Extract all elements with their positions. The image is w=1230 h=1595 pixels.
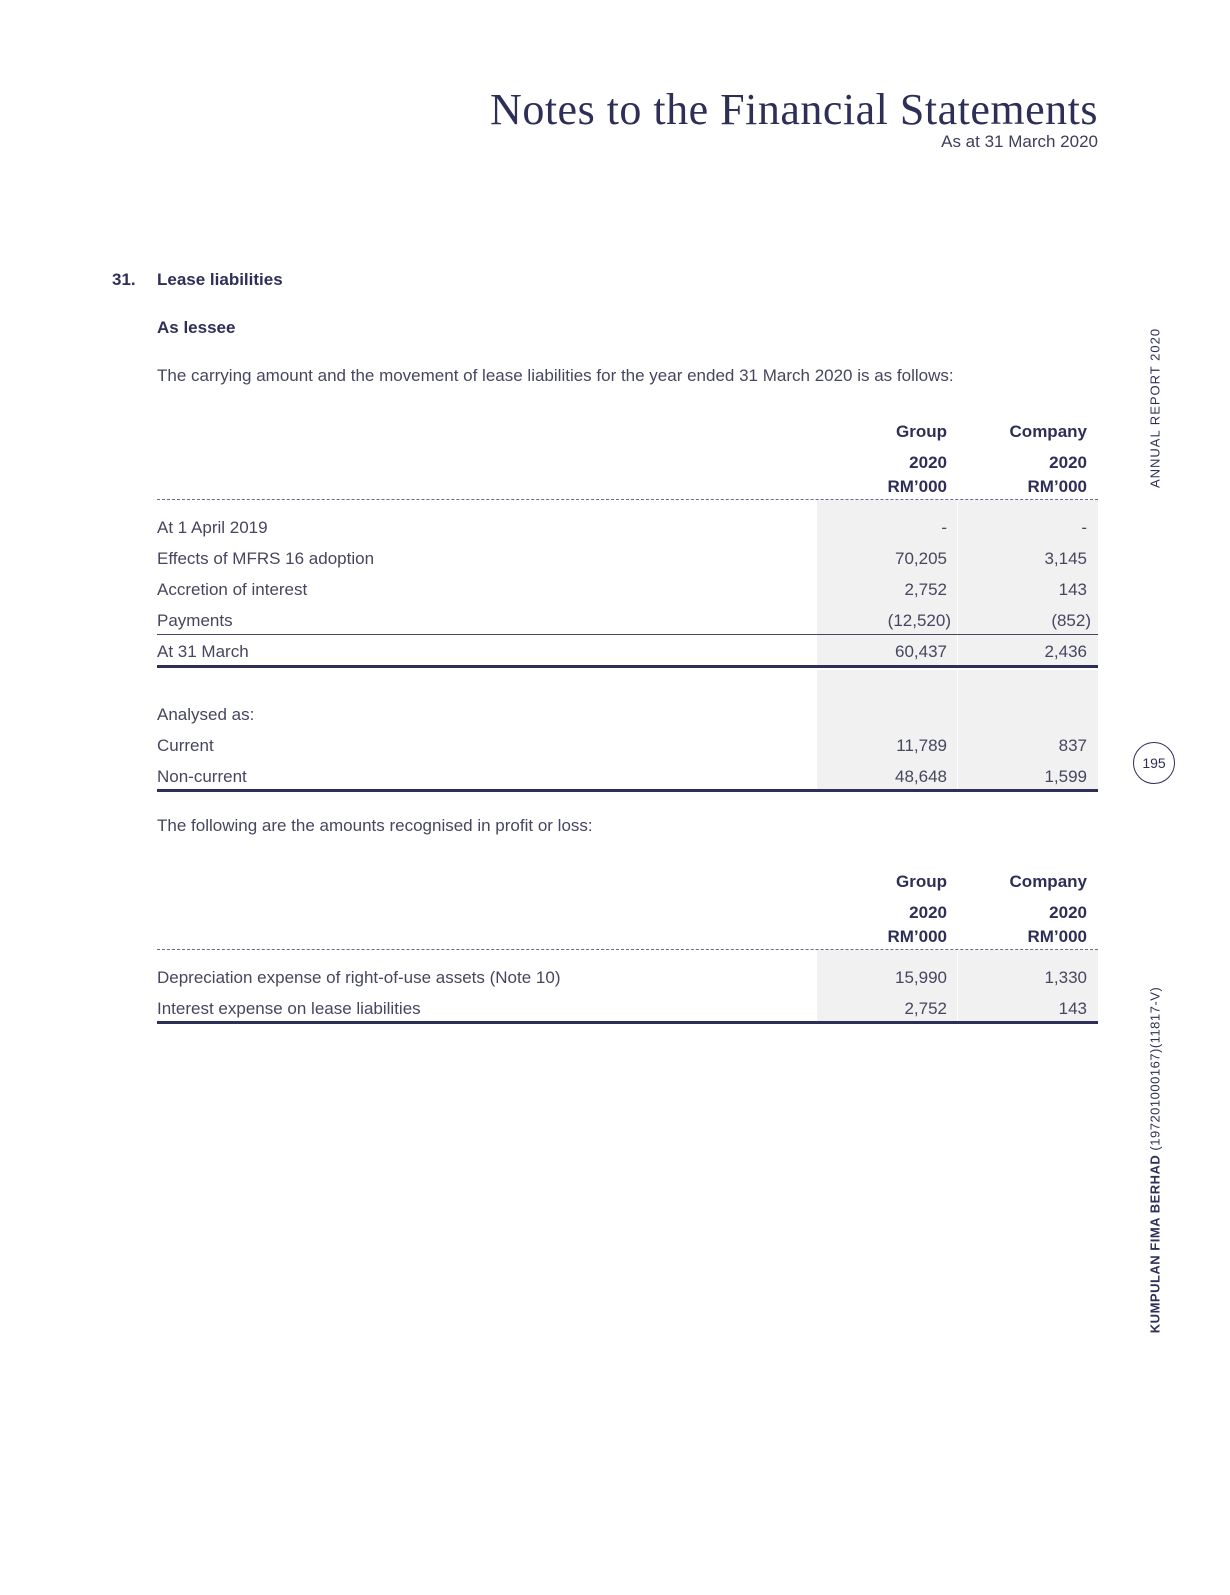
company-year: 2020 [1049, 453, 1087, 472]
company-value: - [1081, 518, 1087, 537]
table-bottom-rule [157, 1021, 1098, 1024]
table-row [157, 544, 1098, 575]
group-value: (12,520) [887, 611, 951, 630]
table-header [157, 872, 1098, 950]
section-subtitle: As lessee [157, 318, 236, 337]
table-row-total [157, 637, 1098, 668]
company-unit: RM’000 [1027, 927, 1087, 946]
profit-loss-intro: The following are the amounts recognised in profit or loss: [157, 816, 593, 835]
company-year: 2020 [1049, 903, 1087, 922]
table-row [157, 731, 1098, 762]
company-header: Company [1009, 422, 1087, 441]
section-number: 31. [112, 270, 136, 289]
row-label: At 31 March [157, 642, 249, 661]
table-row [157, 513, 1098, 544]
group-value: 2,752 [904, 999, 947, 1018]
row-label: Interest expense on lease liabilities [157, 999, 421, 1018]
group-year: 2020 [909, 453, 947, 472]
lease-movement-table [157, 422, 1098, 792]
analysed-caption: Analysed as: [157, 705, 255, 724]
group-value: 48,648 [895, 767, 947, 786]
page-number: 195 [1133, 742, 1175, 784]
company-footer [1148, 987, 1163, 1333]
page-subtitle: As at 31 March 2020 [941, 132, 1098, 151]
group-header: Group [896, 872, 947, 891]
company-unit: RM’000 [1027, 477, 1087, 496]
row-label: Effects of MFRS 16 adoption [157, 549, 375, 568]
company-value: (852) [1051, 611, 1091, 630]
table-row [157, 606, 1098, 637]
company-value: 3,145 [1044, 549, 1087, 568]
table-bottom-rule [157, 789, 1098, 792]
group-header: Group [896, 422, 947, 441]
company-value: 143 [1058, 999, 1087, 1018]
row-label: At 1 April 2019 [157, 518, 268, 537]
group-value: 70,205 [895, 549, 947, 568]
header-divider [157, 949, 1098, 950]
section-title: Lease liabilities [157, 270, 283, 289]
table-row [157, 963, 1098, 994]
group-value: - [941, 518, 947, 537]
group-value: 15,990 [895, 968, 947, 987]
table-row [157, 575, 1098, 606]
company-value: 1,599 [1044, 767, 1087, 786]
subtotal-rule [157, 634, 1098, 635]
group-value: 60,437 [895, 642, 947, 661]
row-label: Accretion of interest [157, 580, 308, 599]
page-title: Notes to the Financial Statements [490, 85, 1098, 134]
analysed-caption-row [157, 700, 1098, 731]
row-label: Current [157, 736, 214, 755]
company-header: Company [1009, 872, 1087, 891]
row-label: Payments [157, 611, 233, 630]
company-value: 2,436 [1044, 642, 1087, 661]
group-value: 11,789 [896, 736, 947, 755]
group-unit: RM’000 [887, 477, 947, 496]
group-value: 2,752 [904, 580, 947, 599]
company-value: 143 [1058, 580, 1087, 599]
group-year: 2020 [909, 903, 947, 922]
profit-loss-table [157, 872, 1098, 1024]
company-name: KUMPULAN FIMA BERHAD [1147, 1154, 1163, 1334]
annual-report-label: ANNUAL REPORT 2020 [1147, 327, 1163, 489]
company-value: 837 [1058, 736, 1087, 755]
group-unit: RM’000 [887, 927, 947, 946]
company-value: 1,330 [1044, 968, 1087, 987]
header-divider [157, 499, 1098, 500]
intro-paragraph: The carrying amount and the movement of lease liabilities for the year ended 31 March 2020 is as follows: [157, 366, 954, 385]
table-header [157, 422, 1098, 500]
company-registration: (197201000167)(11817-V) [1147, 986, 1163, 1151]
row-label: Depreciation expense of right-of-use assets (Note 10) [157, 968, 561, 987]
row-label: Non-current [157, 767, 247, 786]
